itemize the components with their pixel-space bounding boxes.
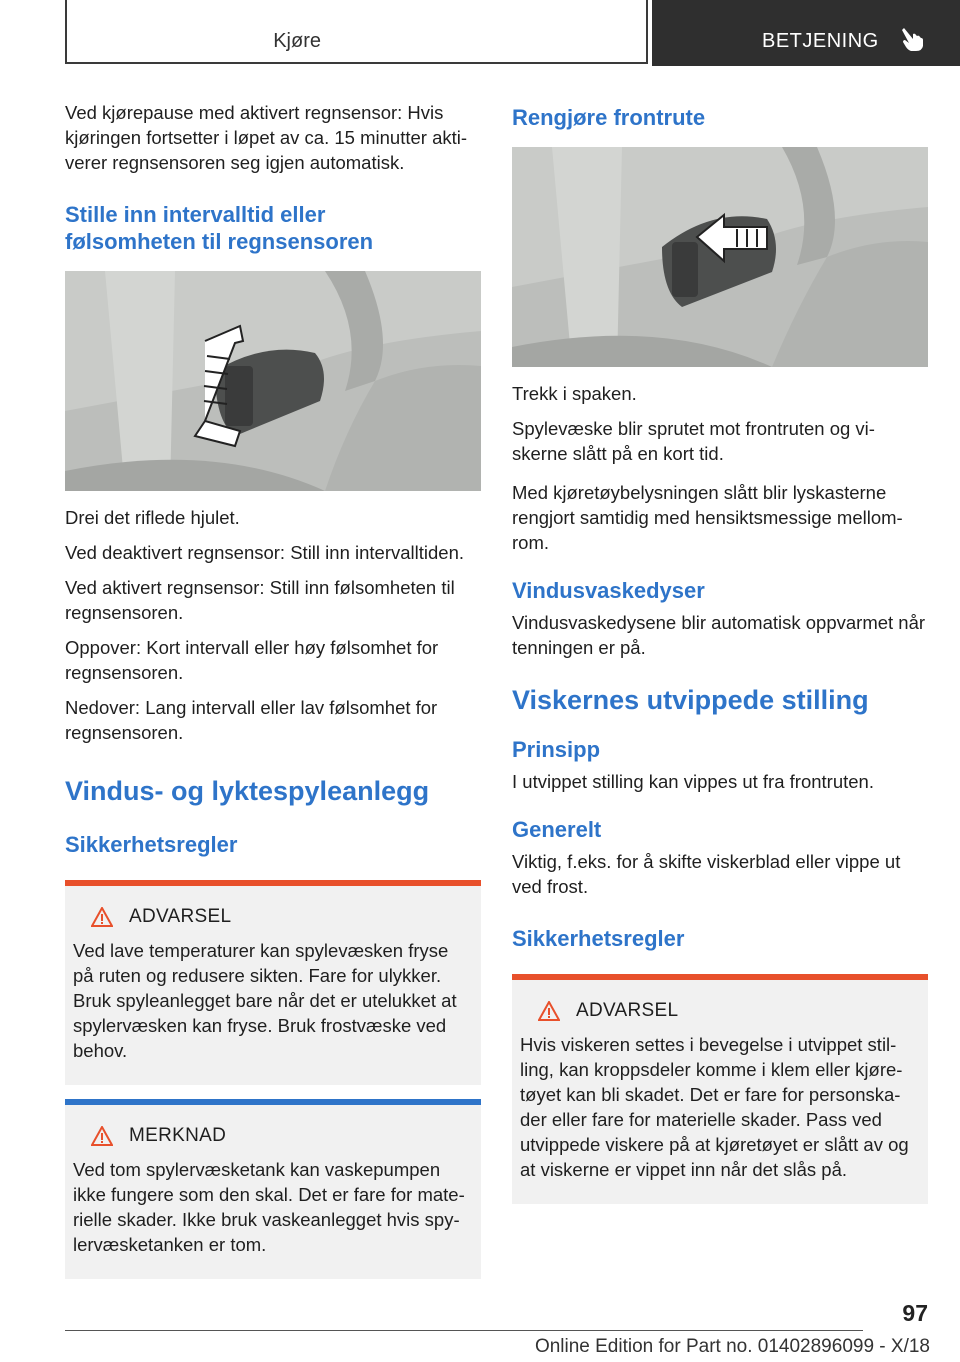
heading-safety-right: Sikkerhetsregler: [512, 926, 685, 951]
header-section-title: Kjøre: [273, 30, 321, 52]
heading-interval: [65, 201, 481, 255]
warning-title: ADVARSEL: [129, 906, 232, 927]
heading-washer-nozzles: Vindusvaskedyser: [512, 578, 705, 603]
intro-paragraph: Ved kjørepause med aktivert regnsensor: Hvis kjøringen fortsetter i løpet av ca. 15 minutter akti‐verer regnsensoren seg igjen automatisk.: [65, 102, 468, 173]
paragraph-turn-wheel: Drei det riflede hjulet.: [65, 507, 240, 528]
warning-box-left: [65, 880, 481, 1085]
paragraph-upward: Oppover: Kort intervall eller høy følsomhet for regnsensoren.: [65, 637, 439, 683]
note-text: Ved tom spylervæsketank kan vaskepumpen ikke fungere som den skal. Det er fare for mate‐rielle skader. Ikke bruk vaskeanlegget hvis spy‐lervæsketanken er tom.: [73, 1159, 465, 1255]
paragraph-principle: I utvippet stilling kan vippes ut fra frontruten.: [512, 771, 874, 792]
heading-clean-windshield: Rengjøre frontrute: [512, 105, 706, 130]
heading-principle: Prinsipp: [512, 737, 601, 762]
heading-interval-line2: følsomheten til regnsensoren: [65, 229, 374, 254]
warning-text: Ved lave temperaturer kan spylevæsken fryse på ruten og redusere sikten. Fare for ulykker. Bruk spyleanlegget bare når det er utelukket at spylervæsken kan fryse. Bruk frostvæske ved behov.: [73, 940, 457, 1061]
right-column: [512, 100, 928, 1204]
illustration-wiper-pull-graphic: [512, 147, 928, 367]
warning-box-right: [512, 974, 928, 1204]
illustration-wiper-wheel: [65, 271, 481, 491]
paragraph-washer-fluid: Spylevæske blir sprutet mot frontruten og vi‐skerne slått på en kort tid.: [512, 418, 875, 464]
illustration-wiper-pull: [512, 147, 928, 367]
header-chapter-tab: [652, 0, 960, 66]
warning-triangle-icon: [538, 1001, 560, 1021]
note-body: [65, 1105, 481, 1279]
note-box-left: [65, 1099, 481, 1279]
warning-text-right: Hvis viskeren settes i bevegelse i utvippet stil‐ling, kan kroppsdeler komme i klem eller kjøre‐tøyet kan bli skadet. Det er fare for personska‐der eller fare for materielle skader. Pass ved utvippede viskere på at kjøretøyet er slått av og at viskerne er vippet inn når det slås på.: [520, 1034, 909, 1180]
paragraph-downward: Nedover: Lang intervall eller lav følsomhet for regnsensoren.: [65, 697, 438, 743]
note-triangle-icon: [91, 1126, 113, 1146]
paragraph-sensor-off: Ved deaktivert regnsensor: Still inn intervalltiden.: [65, 542, 464, 563]
header-chapter-title: BETJENING: [762, 30, 879, 52]
footer-edition: Online Edition for Part no. 01402896099 - X/18: [534, 1336, 930, 1357]
warning-body: [65, 886, 481, 1085]
heading-washer-system: Vindus- og lyktespyleanlegg: [65, 776, 430, 806]
header-section-box: [65, 0, 648, 64]
heading-general: Generelt: [512, 817, 602, 842]
note-header: [91, 1125, 473, 1147]
heading-safety-left: Sikkerhetsregler: [65, 832, 238, 857]
warning-body-right: [512, 980, 928, 1204]
paragraph-general: Viktig, f.eks. for å skifte viskerblad eller vippe ut ved frost.: [512, 851, 901, 897]
paragraph-pull-lever: Trekk i spaken.: [512, 383, 637, 404]
warning-header-right: [538, 1000, 920, 1022]
paragraph-nozzles: Vindusvaskedysene blir automatisk oppvarmet når tenningen er på.: [512, 612, 926, 658]
warning-header: [91, 906, 473, 928]
page-number: 97: [902, 1300, 928, 1326]
note-title: MERKNAD: [129, 1125, 227, 1146]
hand-pointer-icon: [900, 26, 924, 52]
heading-interval-line1: Stille inn intervalltid eller: [65, 202, 326, 227]
paragraph-sensor-on: Ved aktivert regnsensor: Still inn følsomheten til regnsensoren.: [65, 577, 455, 623]
warning-title-right: ADVARSEL: [576, 1000, 679, 1021]
paragraph-headlight-clean: Med kjøretøybelysningen slått blir lyskasterne rengjort samtidig med hensiktsmessige mellom‐rom.: [512, 482, 903, 553]
footer-divider: [65, 1330, 863, 1331]
left-column: [65, 100, 481, 1279]
warning-triangle-icon: [91, 907, 113, 927]
heading-wiper-position: Viskernes utvippede stilling: [512, 685, 869, 715]
illustration-wiper-wheel-graphic: [65, 271, 481, 491]
